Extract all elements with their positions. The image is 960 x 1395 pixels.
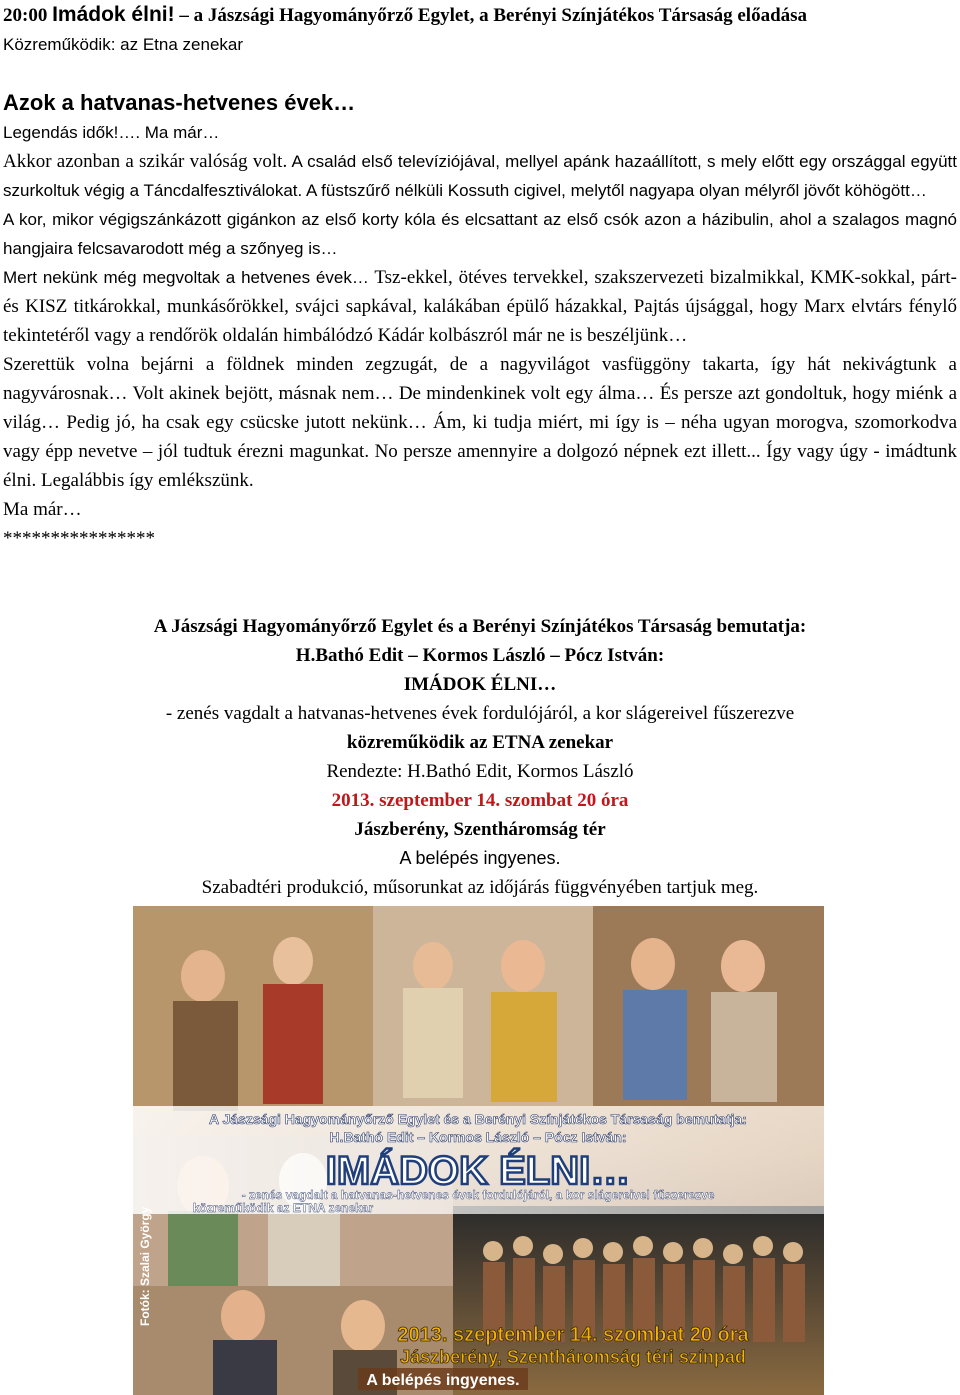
- document-body: [3, 0, 957, 553]
- poster-line-2: H.Bathó Edit – Kormos László – Pócz István:: [329, 1129, 627, 1145]
- poster-line-1: A Jászsági Hagyományőrző Egylet és a Berényi Színjátékos Társaság bemutatja:: [209, 1111, 747, 1127]
- announcement-director: Rendezte: H.Bathó Edit, Kormos László: [326, 761, 634, 782]
- intro-paragraph-1: [3, 147, 957, 205]
- event-subtitle: Közreműködik: az Etna zenekar: [3, 35, 244, 54]
- announcement-authors: H.Bathó Edit – Kormos László – Pócz István:: [295, 645, 665, 666]
- announcement-band: közreműködik az ETNA zenekar: [346, 732, 614, 753]
- intro-paragraph-3-rest: Tsz-ekkel, ötéves tervekkel, szakszervezeti bizalmikkal, KMK-sokkal, párt- és KISZ titkárokkal, munkásőrökkel, svájci sapkával, kalákában épülő házakkal, Pajtás újsággal, hogy Marx elvtárs fénylő tekintetéről vagy a rendőrök oldalán himbálódzó Kádár kolbászról már ne is beszéljünk…: [3, 267, 957, 346]
- announcement-description: - zenés vagdalt a hatvanas-hetvenes évek fordulójáról, a kor slágereivel fűszerezve: [165, 703, 795, 724]
- announcement: [0, 612, 960, 902]
- photo-scene-1: [133, 906, 373, 1106]
- poster-photo-credit: Fotók: Szalai György: [138, 1206, 152, 1326]
- intro-paragraph-2: A kor, mikor végigszánkázott gigánkon az első korty kóla és elcsattant az első csók azon a házibulin, ahol a szalagos magnó hangjaira felcsavarodott még a szőnyeg is…: [3, 210, 957, 258]
- event-header: [3, 0, 957, 30]
- poster-desc-2: közreműködik az ETNA zenekar: [192, 1201, 374, 1215]
- separator-stars: ****************: [3, 528, 155, 549]
- intro-heading: Azok a hatvanas-hetvenes évek…: [3, 90, 356, 115]
- announcement-venue: Jászberény, Szentháromság tér: [354, 819, 606, 840]
- poster-date: 2013. szeptember 14. szombat 20 óra: [397, 1324, 749, 1346]
- poster-photo-collage: [133, 906, 824, 1395]
- announcement-admission: A belépés ingyenes.: [399, 848, 561, 868]
- announcement-date-rest: szombat 20 óra: [500, 790, 629, 811]
- intro-paragraph-3-start: Mert nekünk még megvoltak a hetvenes évek…: [3, 268, 369, 287]
- intro-line-a: Legendás idők!…. Ma már…: [3, 123, 220, 142]
- intro-paragraph-4: Szerettük volna bejárni a földnek minden zegzugát, de a nagyvilágot vasfüggöny takarta, így hát nekivágtunk a nagyvárosnak… Volt akinek bejött, másnak nem… De mindenkinek volt egy álma… És persze azt gondoltuk, hogy miénk a világ… Pedig jó, ha csak egy csücske jutott nekünk… Ám, ki tudja miért, mi így is – néha ugyan morogva, szomorkodva vagy épp nevetve – jól tudtuk érezni magunkat. No persze amennyire a dolgozó népnek ezt illett... Így vagy úgy - imádtunk élni. Legalábbis így emlékszünk.: [3, 354, 957, 491]
- event-organizer: – a Jászsági Hagyományőrző Egylet, a Berényi Színjátékos Társaság előadása: [174, 5, 808, 26]
- intro-line-b: Ma már…: [3, 499, 82, 520]
- intro-paragraph-1-rest: A család első televíziójával, mellyel apánk hazaállított, s mely előtt egy országgal együtt szurkoltuk végig a Táncdalfesztiválokat. A füstszűrő nélküli Kossuth cigivel, melytől nagyapa olyan mélyről jövőt köhögött…: [3, 152, 957, 200]
- poster-venue: Jászberény, Szentháromság téri színpad: [400, 1347, 746, 1367]
- announcement-title: IMÁDOK ÉLNI…: [403, 674, 557, 695]
- announcement-presenters: A Jászsági Hagyományőrző Egylet és a Berényi Színjátékos Társaság bemutatja:: [153, 616, 807, 637]
- event-poster: [133, 906, 824, 1395]
- intro-paragraph-3: [3, 263, 957, 350]
- event-time: 20:00: [3, 5, 48, 26]
- announcement-note: Szabadtéri produkció, műsorunkat az időjárás függvényében tartjuk meg.: [201, 877, 759, 898]
- intro-paragraph-1-start: Akkor azonban a szikár valóság volt.: [3, 151, 288, 172]
- event-title: Imádok élni!: [52, 3, 175, 26]
- poster-title: IMÁDOK ÉLNI…: [325, 1149, 631, 1193]
- announcement-date: [0, 786, 960, 815]
- announcement-date-red: 2013. szeptember 14.: [331, 790, 501, 811]
- poster-desc-1: - zenés vagdalt a hatvanas-hetvenes évek fordulójáról, a kor slágereivel fűszerezve: [241, 1188, 715, 1202]
- poster-admission: A belépés ingyenes.: [366, 1372, 520, 1389]
